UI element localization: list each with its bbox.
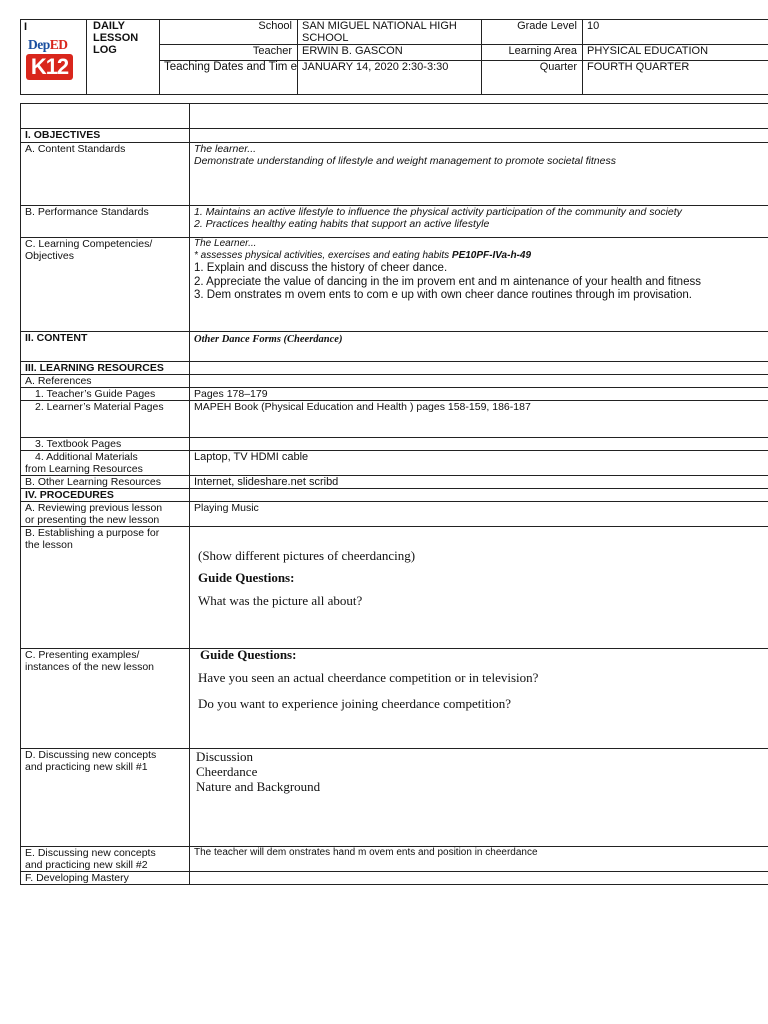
school-value: SAN MIGUEL NATIONAL HIGH SCHOOL [298,20,482,45]
establishing-purpose-label: B. Establishing a purpose for the lesson [21,527,190,649]
content-standards-label: A. Content Standards [21,143,190,206]
competency-code: PE10PF-IVa-h-49 [451,250,532,261]
learners-material-value: MAPEH Book (Physical Education and Health ) pages 158-159, 186-187 [190,401,768,438]
additional-materials-label: 4. Additional Materials from Learning Resources [21,451,190,476]
other-resources-label: B. Other Learning Resources [21,476,190,489]
grade-level-value: 10 [583,20,768,45]
procedures-heading: IV. PROCEDURES [21,489,190,502]
teachers-guide-label: 1. Teacher’s Guide Pages [21,388,190,401]
deped-logo [21,20,86,92]
blank-cell [190,375,768,388]
other-resources-value: Internet, slideshare.net scribd [190,476,768,489]
quarter-label: Quarter [482,61,583,95]
establishing-purpose-value: (Show different pictures of cheerdancing) Guide Questions: What was the picture all about? [190,527,768,649]
blank-cell [190,104,768,129]
blank-cell [190,362,768,375]
daily-lesson-log-title: DAILY LESSON LOG [87,20,160,95]
learning-area-label: Learning Area [482,45,583,61]
blank-cell [190,129,768,143]
learning-resources-heading: III. LEARNING RESOURCES [21,362,190,375]
header-table [20,19,768,95]
discussing-concepts-1-value: Discussion Cheerdance Nature and Background [190,749,768,847]
blank-cell [190,872,768,885]
content-value: Other Dance Forms (Cheerdance) [190,332,768,362]
discussing-concepts-2-value: The teacher will dem onstrates hand m ovem ents and position in cheerdance [190,847,768,872]
content-heading: II. CONTENT [21,332,190,362]
blank-cell [190,489,768,502]
teaching-dates-label: Teaching Dates and Tim e [160,61,298,95]
quarter-value: FOURTH QUARTER [583,61,768,95]
blank-cell [21,104,190,129]
reviewing-lesson-label: A. Reviewing previous lesson or presenting the new lesson [21,502,190,527]
performance-standards-value: 1. Maintains an active lifestyle to influence the physical activity participation of the community and society 2. Practices healthy eating habits that support an active lifestyle [190,206,768,238]
teacher-label: Teacher [160,45,298,61]
performance-standards-label: B. Performance Standards [21,206,190,238]
presenting-examples-label: C. Presenting examples/ instances of the new lesson [21,649,190,749]
logo-cell [21,20,87,95]
teaching-dates-value: JANUARY 14, 2020 2:30-3:30 [298,61,482,95]
teacher-value: ERWIN B. GASCON [298,45,482,61]
content-standards-value: The learner... Demonstrate understanding of lifestyle and weight management to promote societal fitness [190,143,768,206]
objective-1: 1. Explain and discuss the history of cheer dance. [194,262,448,274]
reviewing-lesson-value: Playing Music [190,502,768,527]
blank-cell [190,438,768,451]
objectives-heading: I. OBJECTIVES [21,129,190,143]
learning-area-value: PHYSICAL EDUCATION [583,45,768,61]
deped-wordmark: DepED [28,37,68,52]
discussing-concepts-2-label: E. Discussing new concepts and practicing new skill #2 [21,847,190,872]
k12-logo: K12 [26,54,73,80]
grade-level-label: Grade Level [482,20,583,45]
learning-competencies-label: C. Learning Competencies/ Objectives [21,238,190,332]
roman-numeral: I [24,21,28,33]
objective-2: 2. Appreciate the value of dancing in the im provem ent and m aintenance of your health and fitness [194,275,701,288]
discussing-concepts-1-label: D. Discussing new concepts and practicing new skill #1 [21,749,190,847]
lesson-log-table [20,103,768,885]
additional-materials-value: Laptop, TV HDMI cable [190,451,768,476]
presenting-examples-value: Guide Questions: Have you seen an actual cheerdance competition or in television? Do you want to experience joining cheerdance competition? [190,649,768,749]
learning-competencies-value: The Learner... * assesses physical activities, exercises and eating habits PE10PF-IVa-h-49 1. Explain and discuss the history of cheer dance. 2. Appreciate the value of dancing in the im provem ent and m aintenance of your health and fitness 3. Dem onstrates m ovem ents to com e up with own cheer dance routines through im provisation. [190,238,768,332]
teachers-guide-value: Pages 178–179 [190,388,768,401]
school-label: School [160,20,298,45]
learners-material-label: 2. Learner’s Material Pages [21,401,190,438]
objective-3: 3. Dem onstrates m ovem ents to com e up with own cheer dance routines through im provisation. [194,289,692,301]
textbook-pages-label: 3. Textbook Pages [21,438,190,451]
references-label: A. References [21,375,190,388]
developing-mastery-label: F. Developing Mastery [21,872,190,885]
